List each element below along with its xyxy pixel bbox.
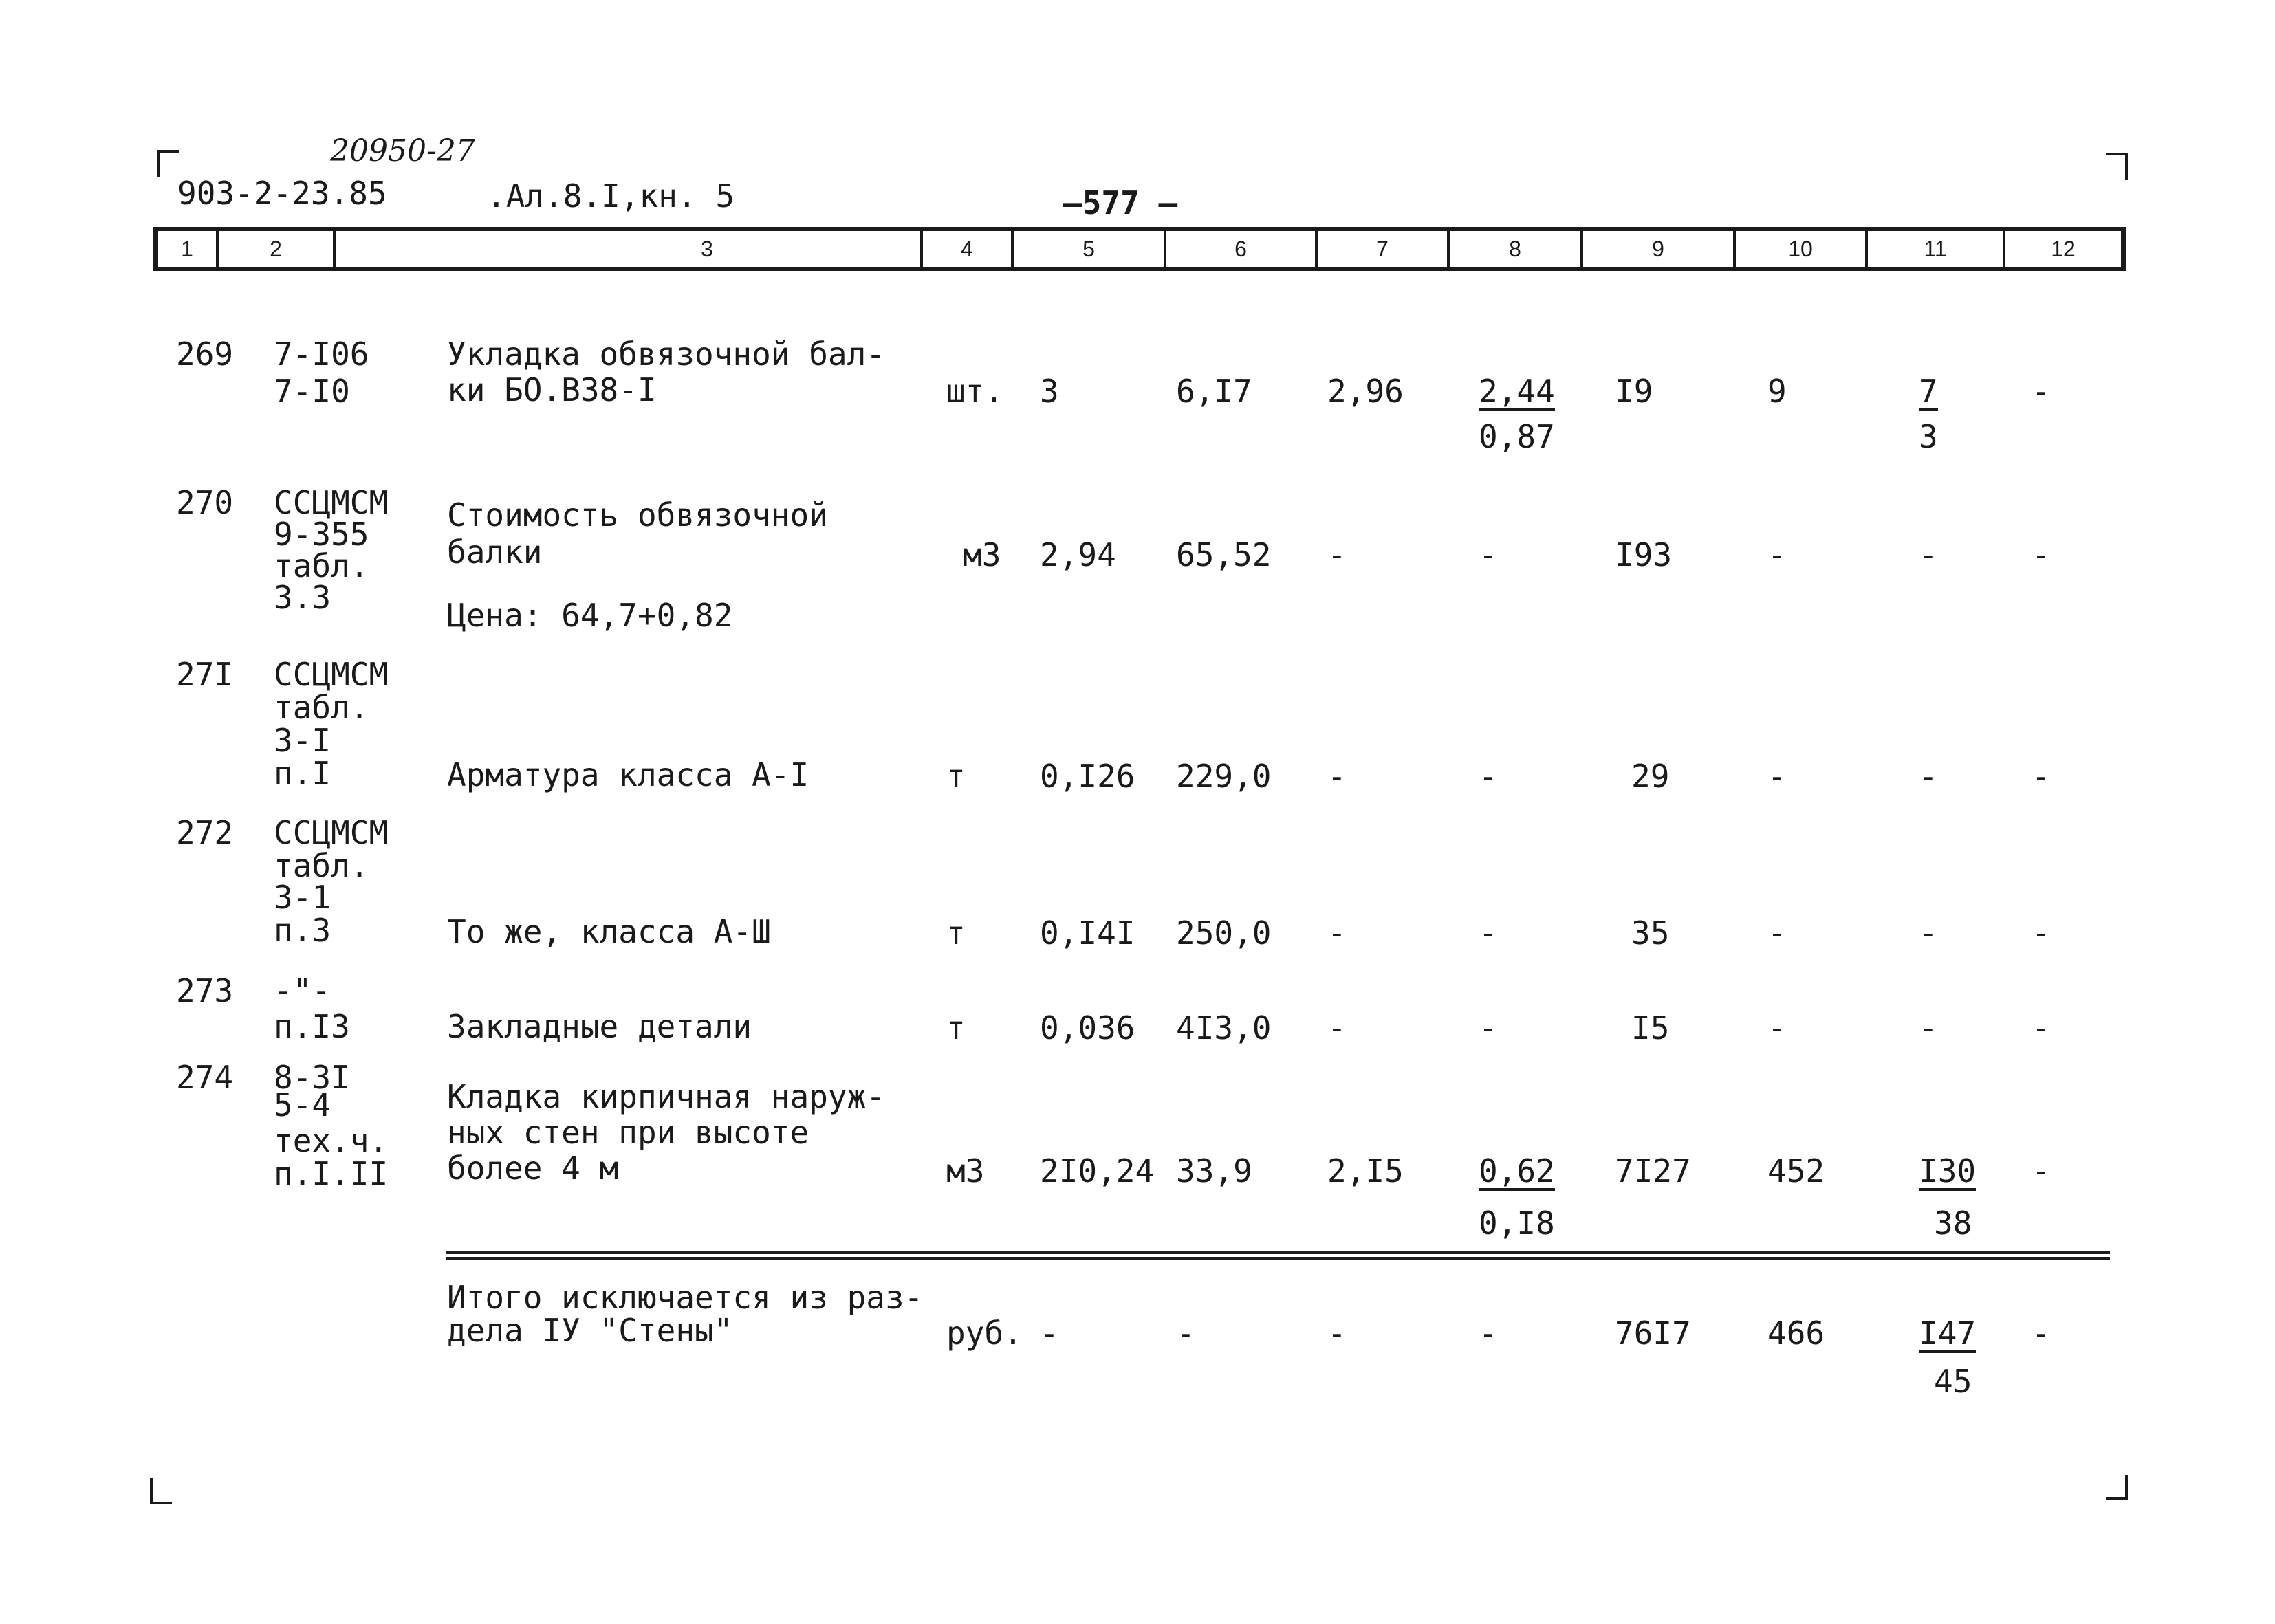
rate-code: -"- — [274, 972, 331, 1009]
row-number: 27I — [176, 656, 234, 693]
rate-code: тех.ч. — [274, 1122, 389, 1159]
col-header-11: 11 — [1924, 236, 1947, 261]
rate-code: 9-355 — [274, 516, 369, 553]
rate-code: п.I — [274, 755, 331, 792]
col-8-value: - — [1479, 536, 1498, 573]
quantity: 0,I26 — [1040, 758, 1135, 795]
col-12-value: - — [2032, 914, 2051, 952]
unit: т — [946, 914, 966, 952]
col-7-value: - — [1327, 536, 1347, 573]
total-col-7: - — [1327, 1315, 1347, 1352]
col-9-value: I93 — [1615, 536, 1673, 573]
col-7-value: 2,96 — [1327, 373, 1404, 410]
col-header-9: 9 — [1652, 236, 1664, 261]
col-12-value: - — [2032, 1009, 2051, 1046]
total-col-8: - — [1479, 1315, 1498, 1352]
col-11-value: - — [1919, 536, 1938, 573]
unit-price: 33,9 — [1176, 1152, 1252, 1189]
col-8-value: - — [1479, 1009, 1498, 1046]
total-col-10: 466 — [1767, 1315, 1825, 1352]
col-header-7: 7 — [1376, 236, 1389, 261]
col-10-value: 452 — [1767, 1152, 1825, 1189]
col-11-value-bottom: 38 — [1934, 1205, 1972, 1242]
rate-code: п.3 — [274, 912, 331, 949]
rate-code: ССЦМСМ — [274, 814, 389, 851]
col-7-value: 2,I5 — [1327, 1152, 1404, 1189]
handwritten-number: 20950-27 — [330, 133, 475, 168]
quantity: 0,I4I — [1040, 914, 1135, 952]
rate-code: табл. — [274, 847, 369, 884]
col-11-value: - — [1919, 1009, 1938, 1046]
col-header-12: 12 — [2051, 236, 2076, 261]
corner-mark-top-left — [157, 150, 179, 177]
unit: м3 — [946, 1152, 985, 1189]
total-separator — [446, 1251, 2110, 1254]
page-number: —577 — — [1063, 184, 1178, 221]
total-description: дела IУ "Стены" — [447, 1312, 733, 1349]
rate-code: табл. — [274, 689, 369, 726]
total-col-9: 76I7 — [1615, 1315, 1691, 1352]
total-price: - — [1176, 1315, 1195, 1352]
total-col-11-top: I47 — [1919, 1315, 1977, 1352]
corner-mark-bottom-left — [150, 1478, 172, 1504]
rate-code: 8-3I — [274, 1059, 350, 1096]
col-11-value: - — [1919, 914, 1938, 952]
rate-code: 3-1 — [274, 879, 331, 916]
unit: м3 — [963, 536, 1001, 573]
col-9-value: 35 — [1631, 914, 1670, 952]
col-11-value-top: I30 — [1919, 1152, 1977, 1189]
unit: т — [946, 1009, 966, 1046]
unit-price: 4I3,0 — [1176, 1009, 1272, 1046]
col-9-value: I5 — [1631, 1009, 1670, 1046]
rate-code: 3.3 — [274, 579, 331, 616]
unit-price: 250,0 — [1176, 914, 1272, 952]
col-header-6: 6 — [1234, 236, 1247, 261]
col-header-10: 10 — [1788, 236, 1813, 261]
col-7-value: - — [1327, 1009, 1347, 1046]
col-12-value: - — [2032, 536, 2051, 573]
quantity: 2I0,24 — [1040, 1152, 1155, 1189]
row-number: 269 — [176, 336, 234, 373]
work-description: Укладка обвязочной бал- — [447, 336, 885, 373]
total-col-11-bottom: 45 — [1934, 1363, 1972, 1400]
work-description: Арматура класса А-I — [447, 756, 809, 793]
col-9-value: 7I27 — [1615, 1152, 1691, 1189]
unit-price: 65,52 — [1176, 536, 1272, 573]
rate-code: ССЦМСМ — [274, 484, 389, 521]
col-8-value: - — [1479, 758, 1498, 795]
col-header-2: 2 — [270, 236, 282, 261]
work-description: более 4 м — [447, 1150, 619, 1187]
rate-code: табл. — [274, 547, 369, 584]
unit: т — [946, 758, 966, 795]
quantity: 2,94 — [1040, 536, 1116, 573]
col-12-value: - — [2032, 758, 2051, 795]
unit-price: 6,I7 — [1176, 373, 1252, 410]
price-note: Цена: 64,7+0,82 — [447, 597, 733, 634]
total-quantity: - — [1040, 1315, 1059, 1352]
col-12-value: - — [2032, 373, 2051, 410]
unit: шт. — [946, 373, 1004, 410]
row-number: 272 — [176, 814, 234, 851]
col-8-value-top: 0,62 — [1479, 1152, 1555, 1189]
col-12-value: - — [2032, 1152, 2051, 1189]
rate-code: 7-I0 — [274, 373, 350, 410]
rate-code: ССЦМСМ — [274, 656, 389, 693]
row-number: 273 — [176, 972, 234, 1009]
col-8-value-bottom: 0,I8 — [1479, 1205, 1555, 1242]
quantity: 3 — [1040, 373, 1059, 410]
unit-price: 229,0 — [1176, 758, 1272, 795]
row-number: 274 — [176, 1059, 234, 1096]
col-7-value: - — [1327, 758, 1347, 795]
rate-code: п.I3 — [274, 1008, 350, 1045]
col-header-5: 5 — [1082, 236, 1095, 261]
corner-mark-bottom-right — [2106, 1475, 2128, 1500]
row-number: 270 — [176, 484, 234, 521]
rate-code: 3-I — [274, 722, 331, 759]
rate-code: п.I.II — [274, 1155, 389, 1192]
work-description: Кладка кирпичная наруж- — [447, 1078, 885, 1115]
work-description: ных стен при высоте — [447, 1114, 809, 1151]
work-description: балки — [447, 534, 543, 571]
total-col-12: - — [2032, 1315, 2051, 1352]
col-11-value-bottom: 3 — [1919, 418, 1938, 455]
album-ref: .Ал.8.I,кн. 5 — [487, 177, 735, 215]
col-9-value: I9 — [1615, 373, 1653, 410]
total-separator — [446, 1257, 2110, 1260]
col-8-value-bottom: 0,87 — [1479, 418, 1555, 455]
col-10-value: 9 — [1767, 373, 1787, 410]
col-8-value-top: 2,44 — [1479, 373, 1555, 410]
quantity: 0,036 — [1040, 1009, 1135, 1046]
col-8-value: - — [1479, 914, 1498, 952]
work-description: Стоимость обвязочной — [447, 496, 828, 534]
total-description: Итого исключается из раз- — [447, 1279, 924, 1316]
work-description: То же, класса А-Ш — [447, 913, 771, 950]
work-description: ки БО.В38-I — [447, 371, 657, 408]
col-7-value: - — [1327, 914, 1347, 952]
rate-code: 7-I06 — [274, 336, 369, 373]
work-description: Закладные детали — [447, 1008, 752, 1045]
col-header-1: 1 — [181, 236, 193, 261]
rate-code: 5-4 — [274, 1086, 331, 1123]
col-header-4: 4 — [961, 236, 973, 261]
col-header-3: 3 — [701, 236, 713, 261]
col-9-value: 29 — [1631, 758, 1670, 795]
total-unit: руб. — [946, 1315, 1023, 1352]
col-10-value: - — [1767, 1009, 1787, 1046]
col-10-value: - — [1767, 914, 1787, 952]
doc-code: 903-2-23.85 — [177, 175, 387, 212]
corner-mark-top-right — [2106, 153, 2128, 180]
column-header-row — [153, 227, 2126, 271]
col-10-value: - — [1767, 758, 1787, 795]
col-11-value-top: 7 — [1919, 373, 1938, 410]
col-header-8: 8 — [1509, 236, 1521, 261]
col-11-value: - — [1919, 758, 1938, 795]
col-10-value: - — [1767, 536, 1787, 573]
